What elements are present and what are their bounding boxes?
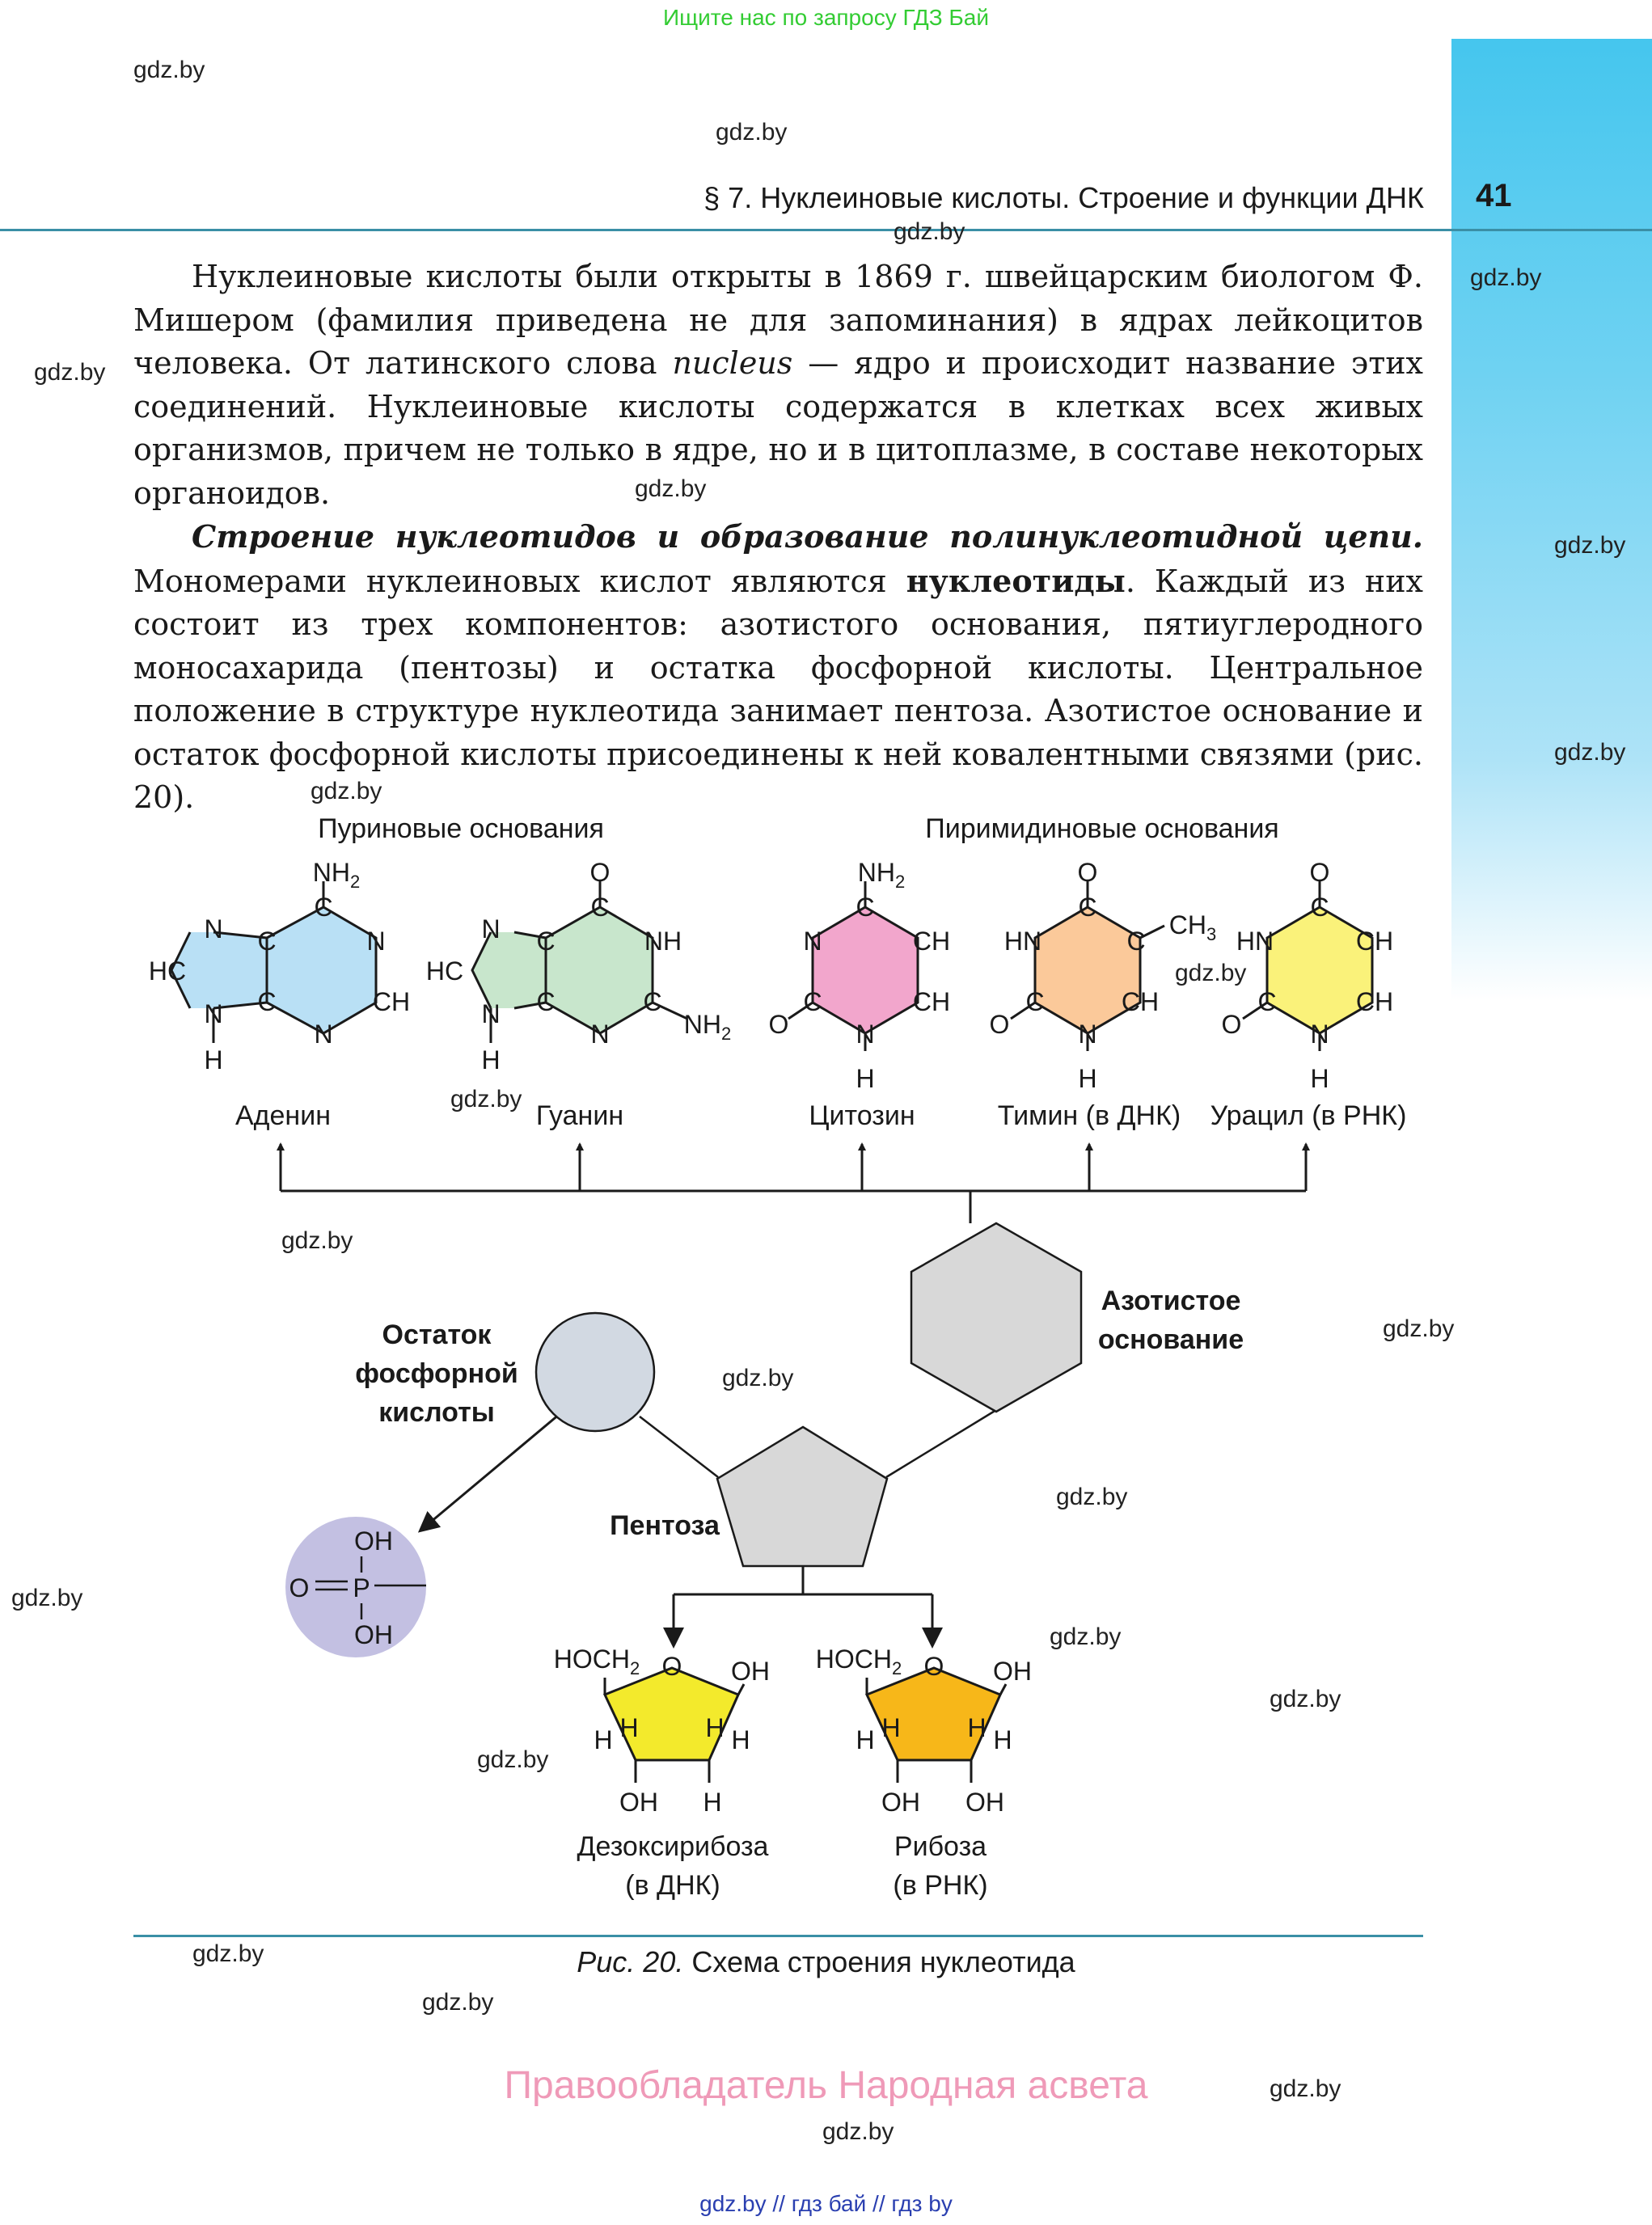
svg-text:OH: OH — [731, 1657, 770, 1686]
svg-text:N: N — [856, 1020, 875, 1049]
svg-text:H: H — [856, 1725, 875, 1754]
svg-text:C: C — [856, 893, 875, 922]
uracil-label: Урацил (в РНК) — [1210, 1100, 1407, 1131]
svg-text:OH: OH — [619, 1788, 658, 1817]
svg-text:HC: HC — [425, 956, 464, 986]
svg-text:C: C — [536, 987, 556, 1016]
svg-text:C: C — [803, 987, 822, 1016]
svg-text:N: N — [1310, 1020, 1329, 1049]
ribose-label-line1: Рибоза — [894, 1831, 987, 1862]
base-branch-arrows — [281, 1144, 1306, 1223]
cytosine-structure — [769, 858, 951, 1093]
svg-text:N: N — [481, 914, 501, 944]
svg-text:C: C — [314, 893, 333, 922]
watermark: gdz.by — [1554, 532, 1626, 559]
watermark: gdz.by — [1383, 1315, 1455, 1342]
svg-text:OH: OH — [993, 1657, 1032, 1686]
svg-text:HOCH2: $HOCH_2$ — [815, 1644, 902, 1678]
deoxyribose-structure — [554, 1644, 770, 1817]
svg-text:N: N — [481, 999, 501, 1028]
term-nucleus: nucleus — [672, 345, 793, 381]
watermark: gdz.by — [716, 119, 788, 146]
watermark: gdz.by — [450, 1086, 522, 1112]
subsection-heading: Строение нуклеотидов и образование полинуклеотидной цепи. — [192, 518, 1423, 555]
watermark: gdz.by — [422, 1989, 494, 2016]
svg-text:O: O — [289, 1573, 310, 1602]
uracil-structure — [1222, 858, 1394, 1093]
svg-text:C: C — [1025, 987, 1045, 1016]
watermark: gdz.by — [822, 2118, 894, 2145]
svg-text:H: H — [1078, 1064, 1097, 1093]
svg-text:OH: OH — [965, 1788, 1004, 1817]
svg-text:H: H — [1310, 1064, 1329, 1093]
svg-text:CH: CH — [1355, 987, 1394, 1016]
svg-text:CH: CH — [372, 987, 411, 1016]
nitrogen-base-hexagon — [911, 1223, 1081, 1412]
svg-text:OH: OH — [881, 1788, 920, 1817]
ribose-structure — [816, 1644, 1032, 1817]
phosphate-label-line2: фосфорной — [355, 1358, 518, 1389]
ribose-label-line2: (в РНК) — [893, 1870, 988, 1901]
svg-text:C: C — [257, 987, 277, 1016]
watermark: gdz.by — [477, 1746, 549, 1773]
svg-text:C: C — [643, 987, 662, 1016]
svg-text:OH: OH — [354, 1620, 393, 1649]
figure-caption: Рис. 20. Схема строения нуклеотида — [577, 1945, 1075, 1978]
svg-text:H: H — [481, 1045, 501, 1075]
svg-text:CH: CH — [1355, 927, 1394, 956]
svg-text:H: H — [703, 1788, 722, 1817]
section-header-title: § 7. Нуклеиновые кислоты. Строение и функции ДНК — [703, 181, 1424, 214]
svg-text:O: O — [589, 858, 611, 887]
svg-text:CH: CH — [912, 987, 951, 1016]
paragraph-2: Строение нуклеотидов и образование полинуклеотидной цепи. Мономерами нуклеиновых кислот являются нуклеотиды. Каждый из них состоит из трех компонентов: азотистого основания, пятиуглеродного моносахарида (пентозы) и остатка фосфорной кислоты. Центральное положение в структуре нуклеотида занимает пентоза. Азотистое основание и остаток фосфорной кислоты присоединены к ней ковалентными связями (рис. 20). — [133, 518, 1423, 815]
watermark: gdz.by — [133, 57, 205, 83]
deoxyribose-label-line1: Дезоксирибоза — [577, 1831, 769, 1862]
svg-text:NH: NH — [644, 927, 682, 956]
watermark: gdz.by — [1056, 1484, 1128, 1510]
nitrogen-base-label-line2: основание — [1097, 1324, 1244, 1355]
watermark: gdz.by — [894, 218, 965, 245]
watermark: gdz.by — [11, 1585, 83, 1611]
svg-text:HC: HC — [148, 956, 187, 986]
svg-text:HN: HN — [1236, 927, 1274, 956]
svg-text:O: O — [1077, 858, 1098, 887]
svg-text:H: H — [619, 1713, 639, 1742]
watermark: gdz.by — [281, 1227, 353, 1254]
watermark: gdz.by — [1270, 1686, 1341, 1712]
svg-text:H: H — [594, 1725, 613, 1754]
svg-text:N: N — [1078, 1020, 1097, 1049]
phosphate-residue-circle — [536, 1313, 654, 1431]
svg-text:C: C — [590, 893, 610, 922]
svg-text:O: O — [1221, 1010, 1242, 1039]
thymine-label: Тимин (в ДНК) — [997, 1100, 1181, 1131]
watermark: gdz.by — [1270, 2075, 1341, 2102]
svg-text:O: O — [1309, 858, 1330, 887]
watermark: gdz.by — [1050, 1623, 1122, 1650]
phosphate-label-line3: кислоты — [378, 1397, 495, 1428]
watermark: gdz.by — [1470, 264, 1542, 291]
svg-text:NH2: $NH_2$ — [683, 1010, 732, 1044]
svg-text:H: H — [731, 1725, 750, 1754]
svg-text:HN: HN — [1003, 927, 1042, 956]
svg-text:C: C — [1310, 893, 1329, 922]
svg-text:NH2: $NH_2$ — [857, 858, 906, 892]
svg-text:N: N — [590, 1020, 610, 1049]
svg-text:H: H — [881, 1713, 901, 1742]
watermark: gdz.by — [1554, 739, 1626, 766]
svg-text:O: O — [661, 1652, 682, 1681]
svg-text:H: H — [967, 1713, 987, 1742]
pentose-pentagon — [717, 1427, 887, 1566]
svg-text:C: C — [1257, 987, 1277, 1016]
purine-bases-label: Пуриновые основания — [318, 813, 604, 844]
adenine-structure — [149, 858, 410, 1075]
svg-text:C: C — [257, 927, 277, 956]
nitrogen-base-label-line1: Азотистое — [1101, 1286, 1241, 1316]
svg-text:H: H — [856, 1064, 875, 1093]
svg-text:P: P — [353, 1573, 370, 1602]
watermark: gdz.by — [635, 475, 707, 502]
svg-text:N: N — [803, 927, 822, 956]
svg-text:O: O — [923, 1652, 944, 1681]
page-number: 41 — [1476, 178, 1512, 213]
svg-text:C: C — [1078, 893, 1097, 922]
watermark: gdz.by — [311, 778, 382, 804]
phosphate-label-line1: Остаток — [382, 1319, 492, 1350]
svg-text:N: N — [366, 927, 386, 956]
svg-text:C: C — [1126, 927, 1146, 956]
footer-links[interactable]: gdz.by // гдз бай // гдз by — [699, 2191, 953, 2216]
adenine-label: Аденин — [235, 1100, 331, 1131]
svg-text:NH2: $NH_2$ — [312, 858, 361, 892]
svg-text:OH: OH — [354, 1526, 393, 1556]
term-nucleotides: нуклеотиды — [906, 562, 1126, 599]
svg-text:H: H — [204, 1045, 223, 1075]
svg-text:O: O — [768, 1010, 789, 1039]
paragraph-1: Нуклеиновые кислоты были открыты в 1869 г. швейцарским биологом Ф. Мишером (фамилия приведена не для запоминания) в ядрах лейкоцитов человека. От латинского слова nucleus — ядро и происходит название этих соединений. Нуклеиновые кислоты содержатся в клетках всех живых организмов, причем не только в ядре, но и в цитоплазме, в составе некоторых органоидов. — [133, 259, 1423, 511]
top-banner: Ищите нас по запросу ГДЗ Бай — [662, 5, 990, 30]
caption-rule — [133, 1935, 1423, 1937]
svg-text:CH3: $CH_3$ — [1168, 910, 1217, 944]
svg-text:N: N — [314, 1020, 333, 1049]
phosphate-group-structure — [285, 1517, 426, 1657]
svg-text:CH: CH — [912, 927, 951, 956]
watermark: gdz.by — [1175, 960, 1247, 986]
svg-text:N: N — [204, 999, 223, 1028]
svg-text:H: H — [705, 1713, 725, 1742]
svg-text:O: O — [989, 1010, 1010, 1039]
pyrimidine-bases-label: Пиримидиновые основания — [925, 813, 1279, 844]
guanine-structure — [426, 858, 731, 1075]
guanine-label: Гуанин — [535, 1100, 624, 1131]
pentose-label: Пентоза — [610, 1510, 720, 1541]
svg-text:N: N — [204, 914, 223, 944]
deoxyribose-label-line2: (в ДНК) — [625, 1870, 720, 1901]
svg-text:C: C — [536, 927, 556, 956]
svg-text:H: H — [993, 1725, 1012, 1754]
svg-text:HOCH2: $HOCH_2$ — [553, 1644, 640, 1678]
watermark: gdz.by — [722, 1365, 794, 1391]
svg-text:CH: CH — [1121, 987, 1160, 1016]
watermark: gdz.by — [34, 359, 106, 386]
watermark: gdz.by — [192, 1940, 264, 1967]
copyright-notice: Правообладатель Народная асвета — [504, 2064, 1148, 2107]
cytosine-label: Цитозин — [809, 1100, 915, 1131]
